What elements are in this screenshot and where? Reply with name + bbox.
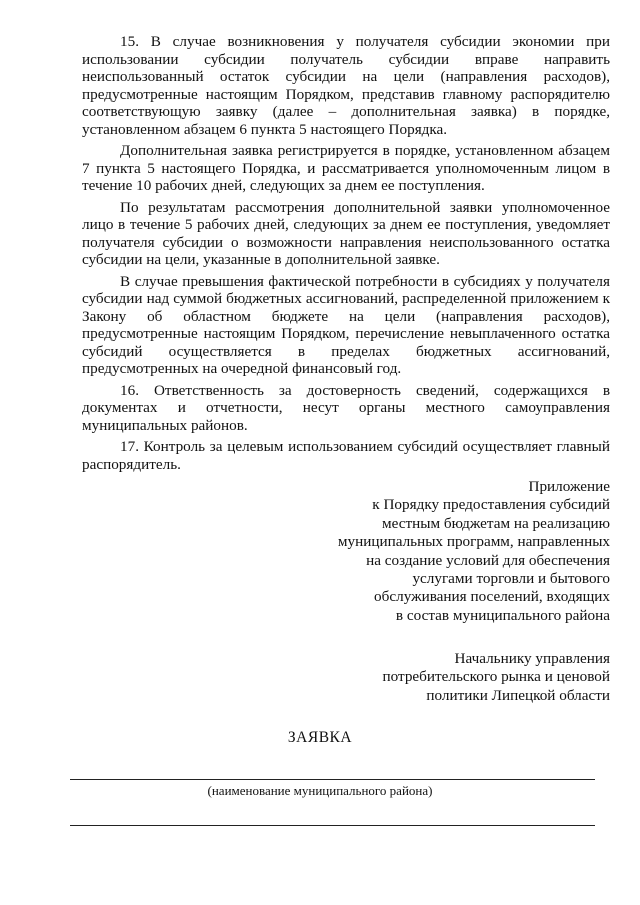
addressee-line: потребительского рынка и ценовой — [382, 668, 610, 686]
addressee-block — [310, 650, 610, 705]
appendix-line: на создание условий для обеспечения — [366, 551, 610, 569]
paragraph-17: 17. Контроль за целевым использованием субсидий осуществляет главный распорядитель. — [82, 438, 610, 473]
district-name-field-line — [70, 779, 595, 780]
appendix-line: к Порядку предоставления субсидий — [372, 496, 610, 514]
paragraph-excess-need: В случае превышения фактической потребности в субсидиях у получателя субсидии над суммой бюджетных ассигнований, распределенной приложением к Закону об областном бюджете на цели (направления расходов), предусмотренные настоящим Порядком, перечисление невыплаченного остатка субсидий осуществляется в пределах бюджетных ассигнований, предусмотренных на очередной финансовый год. — [82, 272, 610, 377]
paragraph-15: 15. В случае возникновения у получателя субсидии экономии при использовании субсидии получатель субсидии вправе направить неиспользованный остаток субсидии на цели (направления расходов), предусмотренные настоящим Порядком, представив главному распорядителю соответствующую заявку (далее – дополнительная заявка) в порядке, установленном абзацем 6 пункта 5 настоящего Порядка. — [82, 33, 610, 138]
form-title: ЗАЯВКА — [287, 729, 353, 746]
blank-field-line — [70, 825, 595, 826]
district-name-caption: (наименование муниципального района) — [207, 783, 433, 798]
appendix-line: Приложение — [528, 478, 610, 495]
paragraph-review-results: По результатам рассмотрения дополнительной заявки уполномоченное лицо в течение 5 рабочих дней, следующих за днем ее поступления, уведомляет получателя субсидии о возможности направления неиспользованного остатка субсидии на цели, указанные в дополнительной заявке. — [82, 198, 610, 268]
paragraph-16: 16. Ответственность за достоверность сведений, содержащихся в документах и отчетности, несут органы местного самоуправления муниципальных районов. — [82, 381, 610, 434]
appendix-line: услугами торговли и бытового — [412, 570, 610, 588]
document-body — [82, 33, 610, 477]
paragraph-additional-request: Дополнительная заявка регистрируется в порядке, установленном абзацем 7 пункта 5 настоящего Порядка, и рассматривается уполномоченным лицом в течение 10 рабочих дней, следующих за днем ее поступления. — [82, 142, 610, 194]
addressee-line: Начальнику управления — [454, 650, 610, 667]
appendix-line: муниципальных программ, направленных — [337, 533, 610, 551]
addressee-line: политики Липецкой области — [426, 686, 610, 704]
appendix-line: обслуживания поселений, входящих — [374, 588, 610, 606]
appendix-line: местным бюджетам на реализацию — [382, 514, 610, 532]
appendix-header — [310, 478, 610, 625]
appendix-line: в состав муниципального района — [395, 606, 610, 624]
